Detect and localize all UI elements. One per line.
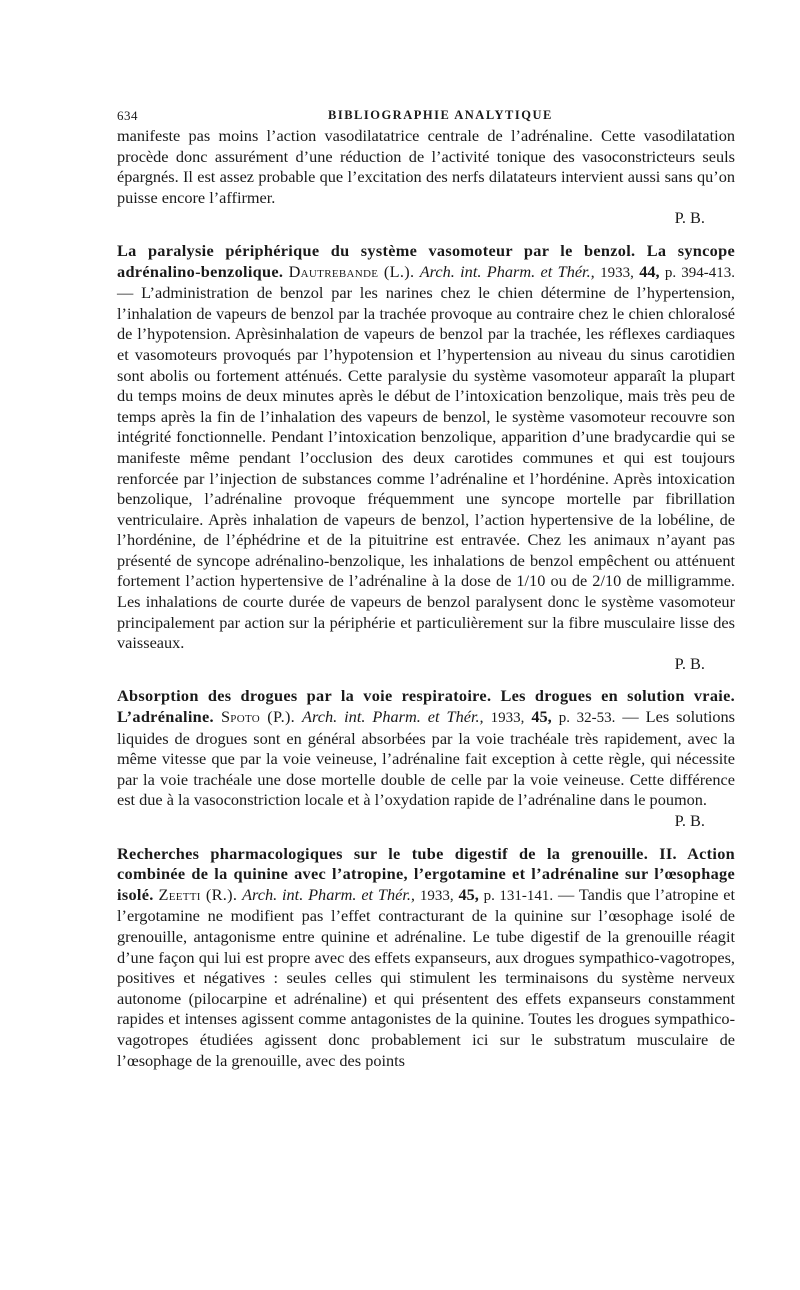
entry-volume: 44,: [639, 261, 660, 281]
entry-title: Recherches pharmacologiques sur le tube digestif de la grenouille. II. Action combinée de la quinine avec l’atropine, l’ergotamine et l’adrénaline sur l’œsophage isolé.: [117, 843, 735, 904]
page-header: [117, 100, 735, 126]
entry-abstract: — Les solutions liquides de drogues sont en général absorbées par la voie trachéale très rapidement, avec la même vitesse que par la voie veineuse, l’adrénaline fait exception à cette règle, qui nécessite par la voie trachéale une dose mortelle double de celle par la voie veineuse. Cette différence est due à la vasoconstriction locale et à l’oxydation rapide de l’adrénaline dans le poumon.: [117, 707, 735, 810]
entry-abstract: — Tandis que l’atropine et l’ergotamine ne modifient pas l’effet contracturant de la quinine sur l’œsophage isolé de grenouille, antagonisme entre quinine et adrénaline. Le tube digestif de la grenouille réagit d’une façon qui lui est propre avec des effets expanseurs, aux drogues sympathico-vagotropes, positives et négatives : seules celles qui stimulent les terminaisons du système nerveux autonome (pilocarpine et adrénaline) et qui présentent des effets expanseurs constamment rapides et intenses agissent comme antagonistes de la quinine. Toutes les drogues sympathico-vagotropes étudiées agissent donc probablement ici sur le substratum musculaire de l’œsophage de la grenouille, avec des points: [117, 884, 736, 1070]
entry-title: La paralysie périphérique du système vasomoteur par le benzol. La syncope adrénalino-benzolique.: [117, 240, 735, 281]
bibliography-entry-1: [117, 241, 735, 674]
entry-title: Absorption des drogues par la voie respiratoire. Les drogues en solution vraie. L’adrénaline.: [117, 686, 735, 727]
page: [117, 100, 735, 1071]
continuation-signature: P. B.: [674, 208, 705, 228]
entry-author: Zeetti (R.).: [158, 884, 238, 904]
continuation-paragraph: manifeste pas moins l’action vasodilatatrice centrale de l’adrénaline. Cette vasodilatation procède donc assurément d’une réduction de l’activité tonique des vasoconstricteurs seuls épargnés. Il est assez probable que l’excitation des nerfs dilatateurs intervient aussi sans qu’on puisse encore l’affirmer.: [117, 126, 735, 207]
entry-author: Spoto (P.).: [220, 707, 296, 727]
entry-pages: p. 32-53.: [558, 710, 616, 727]
entry-volume: 45,: [458, 884, 479, 904]
entry-journal: Arch. int. Pharm. et Thér.,: [419, 261, 595, 281]
entry-journal: Arch. int. Pharm. et Thér.,: [242, 884, 416, 904]
running-title: BIBLIOGRAPHIE ANALYTIQUE: [328, 108, 553, 122]
entry-signature: P. B.: [674, 811, 705, 830]
entry-year: 1933,: [490, 710, 525, 727]
entry-pages: p. 394-413.: [664, 264, 735, 281]
page-body: [117, 126, 735, 1071]
entry-signature: P. B.: [674, 653, 705, 673]
entry-year: 1933,: [600, 264, 634, 281]
bibliography-entry-3: [117, 844, 735, 1072]
entry-journal: Arch. int. Pharm. et Thér.,: [302, 707, 484, 727]
entry-abstract: — L’administration de benzol par les narines chez le chien détermine de l’hypertension, l’inhalation de vapeurs de benzol par la trachée provoque au contraire chez le chien chloralosé de l’hypotension. Aprèsinhalation de vapeurs de benzol par la trachée, les réflexes cardiaques et vasomoteurs provoqués par l’hypotension et l’hypertension au niveau du sinus carotidien sont abolis ou fortement atténués. Cette paralysie du système vasomoteur apparaît la plupart du temps moins de deux minutes après le début de l’intoxication benzolique, mais très peu de temps après la fin de l’inhalation des vapeurs de benzol, le système vasomoteur recouvre son intégrité fonctionnelle. Pendant l’intoxication benzolique, apparition d’une bradycardie qui se manifeste même pendant l’occlusion des deux carotides communes et qui est toujours renforcée par l’injection de substances comme l’adrénaline et l’hordénine. Après intoxication benzolique, l’adrénaline provoque fréquemment une syncope mortelle par fibrillation ventriculaire. Après inhalation de vapeurs de benzol, l’action hypertensive de la lobéline, de l’hordénine, de l’éphédrine et de la pituitrine est entravée. Chez les animaux n’ayant pas présenté de syncope adrénalino-benzolique, les inhalations de benzol empêchent ou atténuent fortement l’action hypertensive de l’adrénaline à la dose de 1/10 ou de 2/10 de milligramme. Les inhalations de courte durée de vapeurs de benzol paralysent donc le système vasomoteur principalement par action sur la périphérie et particulièrement sur la fibre musculaire lisse des vaisseaux.: [117, 283, 735, 653]
page-number: 634: [117, 108, 138, 123]
entry-year: 1933,: [419, 887, 454, 904]
entry-author: Dautrebande (L.).: [288, 261, 415, 281]
bibliography-entry-2: [117, 686, 735, 831]
entry-volume: 45,: [531, 707, 552, 727]
entry-pages: p. 131-141.: [483, 887, 554, 904]
